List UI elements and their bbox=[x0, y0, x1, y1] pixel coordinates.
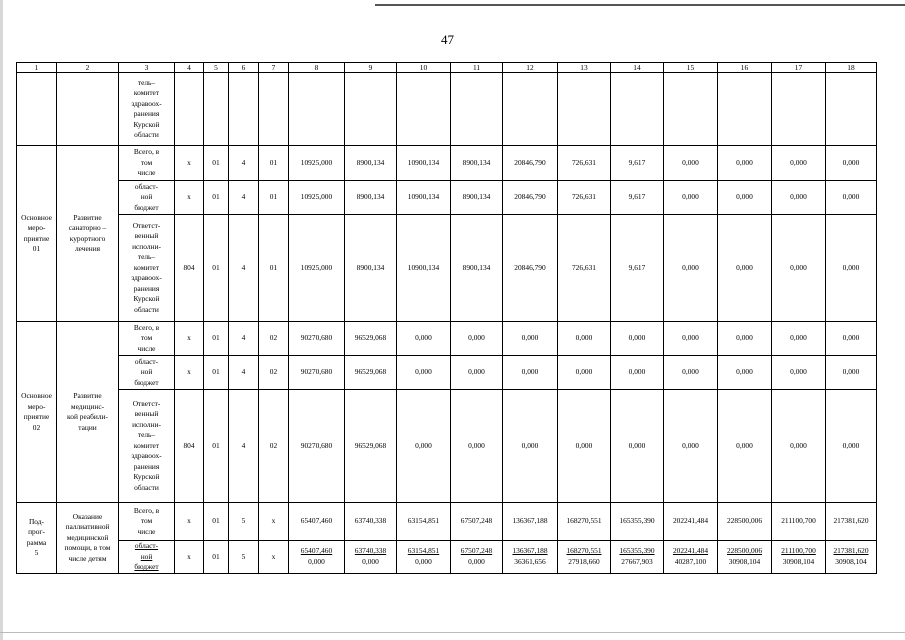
value-cell: 8900,134 bbox=[451, 181, 503, 215]
table-row bbox=[17, 215, 877, 322]
value-cell: 0,000 bbox=[451, 390, 503, 503]
cell-c18 bbox=[826, 73, 877, 146]
table-row bbox=[17, 503, 877, 541]
value-cell bbox=[772, 541, 826, 574]
column-header: 4 bbox=[175, 63, 204, 73]
value-cell: 726,631 bbox=[558, 181, 611, 215]
table-row bbox=[17, 541, 877, 574]
value-primary: 217381,620 bbox=[833, 546, 869, 556]
value-cell bbox=[503, 541, 558, 574]
value-cell: 0,000 bbox=[503, 322, 558, 356]
value-cell: 0,000 bbox=[558, 390, 611, 503]
value-cell: 228500,006 bbox=[718, 503, 772, 541]
cell-c6 bbox=[229, 73, 259, 146]
table-row bbox=[17, 356, 877, 390]
code-cell: 02 bbox=[259, 390, 289, 503]
value-cell: 0,000 bbox=[826, 181, 877, 215]
table-row bbox=[17, 390, 877, 503]
value-cell: 136367,188 bbox=[503, 503, 558, 541]
value-cell: 67507,248 bbox=[451, 503, 503, 541]
column-header: 10 bbox=[397, 63, 451, 73]
value-cell: 0,000 bbox=[772, 322, 826, 356]
value-cell: 0,000 bbox=[397, 390, 451, 503]
column-header: 9 bbox=[345, 63, 397, 73]
column-header: 12 bbox=[503, 63, 558, 73]
cell-c11 bbox=[451, 73, 503, 146]
value-secondary: 30908,104 bbox=[835, 556, 867, 566]
code-cell: 01 bbox=[259, 181, 289, 215]
value-cell: 8900,134 bbox=[345, 181, 397, 215]
value-cell: 63154,851 bbox=[397, 503, 451, 541]
funding-source-cell: област- ной бюджет bbox=[119, 356, 175, 390]
column-header: 2 bbox=[57, 63, 119, 73]
column-header: 11 bbox=[451, 63, 503, 73]
value-cell: 0,000 bbox=[664, 215, 718, 322]
cell-c1 bbox=[17, 73, 57, 146]
column-header: 16 bbox=[718, 63, 772, 73]
code-cell: x bbox=[175, 322, 204, 356]
column-header: 8 bbox=[289, 63, 345, 73]
column-header: 15 bbox=[664, 63, 718, 73]
value-secondary: 0,000 bbox=[415, 556, 432, 566]
value-cell: 0,000 bbox=[772, 146, 826, 181]
table-row bbox=[17, 322, 877, 356]
row-group-title: Развитие медицинс- кой реабили- тации bbox=[57, 322, 119, 503]
value-cell: 8900,134 bbox=[451, 146, 503, 181]
value-cell: 726,631 bbox=[558, 146, 611, 181]
value-cell bbox=[289, 541, 345, 574]
funding-source-cell: Всего, в том числе bbox=[119, 146, 175, 181]
value-primary: 165355,390 bbox=[619, 546, 655, 556]
column-header: 5 bbox=[204, 63, 229, 73]
value-cell: 20846,790 bbox=[503, 146, 558, 181]
cell-c3: тель– комитет здравоох- ранения Курской области bbox=[119, 73, 175, 146]
row-group-name: Основное меро- приятие 02 bbox=[17, 322, 57, 503]
table-row bbox=[17, 181, 877, 215]
cell-c14 bbox=[611, 73, 664, 146]
value-cell: 0,000 bbox=[611, 356, 664, 390]
code-cell: 4 bbox=[229, 146, 259, 181]
cell-c2 bbox=[57, 73, 119, 146]
value-secondary: 36361,656 bbox=[514, 556, 546, 566]
cell-c10 bbox=[397, 73, 451, 146]
funding-source-cell: Всего, в том числе bbox=[119, 322, 175, 356]
value-secondary: 0,000 bbox=[308, 556, 325, 566]
code-cell: 01 bbox=[204, 390, 229, 503]
value-cell: 20846,790 bbox=[503, 215, 558, 322]
column-header: 17 bbox=[772, 63, 826, 73]
code-cell: 804 bbox=[175, 390, 204, 503]
value-cell: 0,000 bbox=[558, 356, 611, 390]
value-secondary: 0,000 bbox=[362, 556, 379, 566]
value-primary: 63154,851 bbox=[407, 546, 440, 556]
funding-source-label: област- ной бюджет bbox=[134, 541, 159, 571]
value-cell: 0,000 bbox=[664, 181, 718, 215]
budget-table bbox=[16, 62, 877, 574]
value-primary: 211100,700 bbox=[781, 546, 816, 556]
value-cell: 9,617 bbox=[611, 146, 664, 181]
value-primary: 168270,551 bbox=[566, 546, 602, 556]
column-header: 6 bbox=[229, 63, 259, 73]
value-secondary: 27918,660 bbox=[568, 556, 600, 566]
value-cell: 96529,068 bbox=[345, 390, 397, 503]
cell-c16 bbox=[718, 73, 772, 146]
value-cell: 10900,134 bbox=[397, 181, 451, 215]
value-secondary: 0,000 bbox=[468, 556, 485, 566]
value-cell: 10925,000 bbox=[289, 181, 345, 215]
code-cell: 01 bbox=[204, 356, 229, 390]
value-primary: 65407,460 bbox=[300, 546, 333, 556]
row-group-title: Оказание паллиативной медицинской помощи, в том числе детям bbox=[57, 503, 119, 574]
funding-source-cell: Ответст- венный исполни- тель– комитет здравоох- ранения Курской области bbox=[119, 215, 175, 322]
value-cell: 63740,338 bbox=[345, 503, 397, 541]
value-cell bbox=[664, 541, 718, 574]
value-cell: 0,000 bbox=[664, 356, 718, 390]
value-cell: 9,617 bbox=[611, 181, 664, 215]
value-cell: 0,000 bbox=[826, 390, 877, 503]
value-cell: 0,000 bbox=[503, 390, 558, 503]
cell-c9 bbox=[345, 73, 397, 146]
value-cell: 10900,134 bbox=[397, 146, 451, 181]
code-cell: x bbox=[175, 356, 204, 390]
value-cell: 8900,134 bbox=[451, 215, 503, 322]
column-header: 1 bbox=[17, 63, 57, 73]
column-header: 13 bbox=[558, 63, 611, 73]
funding-source-cell: Ответст- венный исполни- тель– комитет здравоох- ранения Курской области bbox=[119, 390, 175, 503]
code-cell: x bbox=[175, 541, 204, 574]
code-cell: 01 bbox=[204, 181, 229, 215]
value-cell: 65407,460 bbox=[289, 503, 345, 541]
value-cell: 0,000 bbox=[664, 322, 718, 356]
code-cell: 02 bbox=[259, 356, 289, 390]
value-cell: 165355,390 bbox=[611, 503, 664, 541]
value-cell: 0,000 bbox=[826, 356, 877, 390]
row-group-title: Развитие санаторно – курортного лечения bbox=[57, 146, 119, 322]
code-cell: x bbox=[175, 181, 204, 215]
column-header: 18 bbox=[826, 63, 877, 73]
value-cell: 10900,134 bbox=[397, 215, 451, 322]
code-cell: 804 bbox=[175, 215, 204, 322]
value-cell bbox=[451, 541, 503, 574]
value-cell: 0,000 bbox=[718, 390, 772, 503]
value-cell: 0,000 bbox=[718, 215, 772, 322]
scan-top-line bbox=[375, 4, 905, 6]
value-secondary: 30908,104 bbox=[782, 556, 815, 566]
value-primary: 67507,248 bbox=[460, 546, 493, 556]
page-number: 47 bbox=[441, 32, 454, 47]
value-cell: 8900,134 bbox=[345, 215, 397, 322]
value-cell: 0,000 bbox=[558, 322, 611, 356]
value-primary: 228500,006 bbox=[726, 546, 763, 556]
funding-source-cell: Всего, в том числе bbox=[119, 503, 175, 541]
value-cell: 202241,484 bbox=[664, 503, 718, 541]
table-row bbox=[17, 146, 877, 181]
code-cell: 4 bbox=[229, 322, 259, 356]
code-cell: 4 bbox=[229, 356, 259, 390]
funding-source-cell: област- ной бюджет bbox=[119, 181, 175, 215]
value-secondary: 30908,104 bbox=[728, 556, 761, 566]
code-cell: 01 bbox=[259, 215, 289, 322]
value-cell: 0,000 bbox=[451, 356, 503, 390]
row-group-name: Под- прог- рамма 5 bbox=[17, 503, 57, 574]
value-cell: 0,000 bbox=[611, 322, 664, 356]
column-header: 7 bbox=[259, 63, 289, 73]
value-cell: 0,000 bbox=[718, 146, 772, 181]
value-cell: 0,000 bbox=[772, 390, 826, 503]
value-cell: 211100,700 bbox=[772, 503, 826, 541]
cell-c8 bbox=[289, 73, 345, 146]
value-cell: 96529,068 bbox=[345, 356, 397, 390]
cell-c15 bbox=[664, 73, 718, 146]
value-cell: 217381,620 bbox=[826, 503, 877, 541]
value-cell: 90270,680 bbox=[289, 390, 345, 503]
value-cell: 0,000 bbox=[664, 146, 718, 181]
value-cell: 0,000 bbox=[664, 390, 718, 503]
value-cell: 0,000 bbox=[718, 356, 772, 390]
value-cell: 0,000 bbox=[397, 356, 451, 390]
value-cell: 0,000 bbox=[772, 356, 826, 390]
row-group-name: Основное меро- приятие 01 bbox=[17, 146, 57, 322]
value-cell: 90270,680 bbox=[289, 322, 345, 356]
column-header: 3 bbox=[119, 63, 175, 73]
code-cell: 4 bbox=[229, 181, 259, 215]
value-cell: 10925,000 bbox=[289, 215, 345, 322]
value-primary: 136367,188 bbox=[512, 546, 548, 556]
value-cell: 0,000 bbox=[772, 215, 826, 322]
value-cell: 0,000 bbox=[397, 322, 451, 356]
cell-c7 bbox=[259, 73, 289, 146]
value-cell: 90270,680 bbox=[289, 356, 345, 390]
code-cell: 02 bbox=[259, 322, 289, 356]
value-cell: 0,000 bbox=[826, 215, 877, 322]
value-cell bbox=[397, 541, 451, 574]
value-cell: 168270,551 bbox=[558, 503, 611, 541]
scan-left-edge bbox=[0, 0, 3, 640]
value-cell: 8900,134 bbox=[345, 146, 397, 181]
scan-bottom-line bbox=[0, 632, 905, 633]
value-cell: 0,000 bbox=[718, 322, 772, 356]
value-cell: 0,000 bbox=[718, 181, 772, 215]
value-cell: 20846,790 bbox=[503, 181, 558, 215]
value-cell: 9,617 bbox=[611, 215, 664, 322]
code-cell: 01 bbox=[204, 146, 229, 181]
value-cell: 0,000 bbox=[826, 322, 877, 356]
cell-c13 bbox=[558, 73, 611, 146]
value-cell: 0,000 bbox=[826, 146, 877, 181]
code-cell: x bbox=[175, 503, 204, 541]
code-cell: x bbox=[175, 146, 204, 181]
value-cell: 96529,068 bbox=[345, 322, 397, 356]
value-secondary: 40287,100 bbox=[674, 556, 707, 566]
value-cell: 0,000 bbox=[611, 390, 664, 503]
table-row bbox=[17, 73, 877, 146]
code-cell: 01 bbox=[204, 541, 229, 574]
value-cell: 0,000 bbox=[772, 181, 826, 215]
code-cell: 5 bbox=[229, 541, 259, 574]
value-cell: 0,000 bbox=[503, 356, 558, 390]
value-cell bbox=[718, 541, 772, 574]
value-cell bbox=[345, 541, 397, 574]
value-cell: 726,631 bbox=[558, 215, 611, 322]
code-cell: 4 bbox=[229, 215, 259, 322]
value-secondary: 27667,903 bbox=[621, 556, 653, 566]
code-cell: 01 bbox=[259, 146, 289, 181]
cell-c5 bbox=[204, 73, 229, 146]
value-cell bbox=[558, 541, 611, 574]
column-header: 14 bbox=[611, 63, 664, 73]
cell-c17 bbox=[772, 73, 826, 146]
header-row bbox=[17, 63, 877, 73]
value-primary: 202241,484 bbox=[672, 546, 709, 556]
value-cell bbox=[826, 541, 877, 574]
code-cell: 01 bbox=[204, 503, 229, 541]
code-cell: x bbox=[259, 541, 289, 574]
code-cell: 01 bbox=[204, 322, 229, 356]
code-cell: 01 bbox=[204, 215, 229, 322]
cell-c12 bbox=[503, 73, 558, 146]
code-cell: 4 bbox=[229, 390, 259, 503]
value-primary: 63740,338 bbox=[354, 546, 387, 556]
value-cell: 10925,000 bbox=[289, 146, 345, 181]
funding-source-cell bbox=[119, 541, 175, 574]
code-cell: 5 bbox=[229, 503, 259, 541]
cell-c4 bbox=[175, 73, 204, 146]
code-cell: x bbox=[259, 503, 289, 541]
value-cell bbox=[611, 541, 664, 574]
value-cell: 0,000 bbox=[451, 322, 503, 356]
